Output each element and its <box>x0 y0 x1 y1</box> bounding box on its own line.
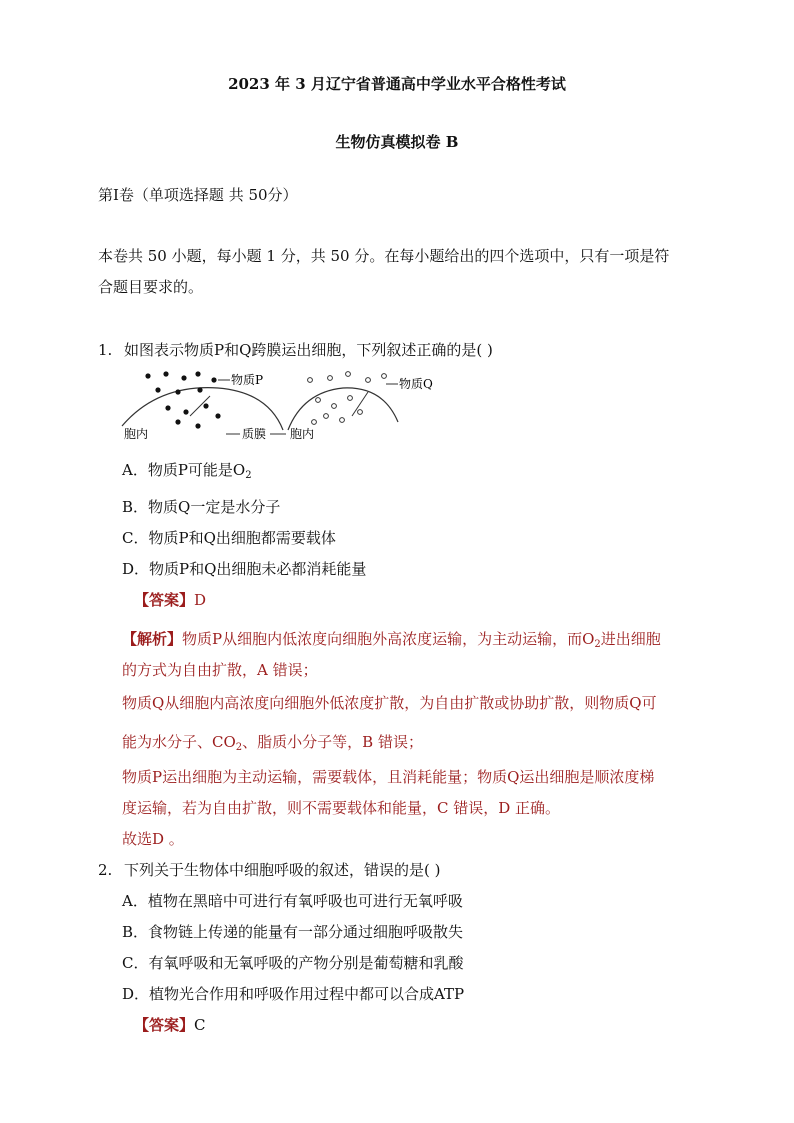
q2-option-c[interactable]: C．有氧呼吸和无氧呼吸的产物分别是葡萄糖和乳酸 <box>122 954 464 972</box>
q1-option-b[interactable]: B．物质Q一定是水分子 <box>122 498 281 516</box>
q2-option-b[interactable]: B．食物链上传递的能量有一部分通过细胞呼吸散失 <box>122 923 464 941</box>
q1-analysis-l4-pre: 能为水分子、CO <box>122 733 236 751</box>
q2-option-a[interactable]: A．植物在黑暗中可进行有氧呼吸也可进行无氧呼吸 <box>122 892 463 910</box>
question-1-stem <box>98 340 493 360</box>
q1-analysis-l4-post: 、脂质小分子等，B 错误； <box>242 733 423 751</box>
q1-answer-label: 【答案】 <box>134 591 195 609</box>
question-2-number: 2. <box>98 861 113 879</box>
page-title: 2023 年 3 月辽宁省普通高中学业水平合格性考试 <box>228 75 566 93</box>
right-cell-membrane <box>288 388 398 430</box>
left-cell-membrane <box>122 388 283 430</box>
label-inside-right: 胞内 <box>290 427 315 441</box>
label-membrane: 质膜 <box>242 427 267 441</box>
q1-analysis-line2: 的方式为自由扩散，A 错误； <box>122 661 318 679</box>
q1-analysis-line3: 物质Q从细胞内高浓度向细胞外低浓度扩散，为自由扩散或协助扩散，则物质Q可 <box>122 694 657 712</box>
substance-q-arrow <box>352 392 368 416</box>
section-heading: 第Ⅰ卷（单项选择题 共 50分） <box>98 186 298 204</box>
section-intro-line1: 本卷共 50 小题，每小题 1 分，共 50 分。在每小题给出的四个选项中，只有一项是符 <box>98 247 670 265</box>
q2-answer <box>134 1015 206 1035</box>
q2-option-d[interactable]: D．植物光合作用和呼吸作用过程中都可以合成ATP <box>122 985 465 1003</box>
q1-analysis-l1-sub: 2 <box>594 639 601 650</box>
q1-analysis-line5: 物质P运出细胞为主动运输，需要载体，且消耗能量；物质Q运出细胞是顺浓度梯 <box>122 768 655 786</box>
q1-option-c[interactable]: C．物质P和Q出细胞都需要载体 <box>122 529 336 547</box>
q1-analysis-line7: 故选D 。 <box>122 830 184 848</box>
q1-option-a[interactable] <box>122 460 252 480</box>
label-substance-p: 物质P <box>231 373 264 387</box>
q1-answer <box>134 590 206 610</box>
q2-answer-label: 【答案】 <box>134 1016 195 1034</box>
q1-option-d[interactable]: D．物质P和Q出细胞未必都消耗能量 <box>122 560 367 578</box>
q1-analysis-line4 <box>122 732 423 752</box>
membrane-transport-diagram <box>118 370 438 446</box>
q1-analysis-l1-post: 进出细胞 <box>600 630 661 648</box>
q1-option-a-text: A．物质P可能是O <box>122 461 246 479</box>
q1-answer-value: D <box>194 591 207 609</box>
q1-analysis-l1-pre: 物质P从细胞内低浓度向细胞外高浓度运输，为主动运输，而O <box>182 630 595 648</box>
label-inside-left: 胞内 <box>124 427 149 441</box>
page-subtitle: 生物仿真模拟卷 B <box>335 133 459 151</box>
section-intro-line2: 合题目要求的。 <box>98 278 204 296</box>
question-2-text: 下列关于生物体中细胞呼吸的叙述，错误的是( ) <box>124 861 441 879</box>
q1-option-a-sub: 2 <box>245 470 252 481</box>
substance-q-dots <box>308 372 387 425</box>
q2-answer-value: C <box>194 1016 206 1034</box>
q1-analysis-line6: 度运输，若为自由扩散，则不需要载体和能量，C 错误，D 正确。 <box>122 799 561 817</box>
question-2-stem <box>98 860 440 880</box>
question-1-number: 1. <box>98 341 113 359</box>
substance-p-dots <box>145 371 220 428</box>
q1-analysis-line1 <box>122 629 661 649</box>
q1-analysis-label: 【解析】 <box>122 630 183 648</box>
label-substance-q: 物质Q <box>399 377 433 391</box>
q1-analysis-l4-sub: 2 <box>235 742 243 753</box>
question-1-text: 如图表示物质P和Q跨膜运出细胞，下列叙述正确的是( ) <box>124 341 493 359</box>
